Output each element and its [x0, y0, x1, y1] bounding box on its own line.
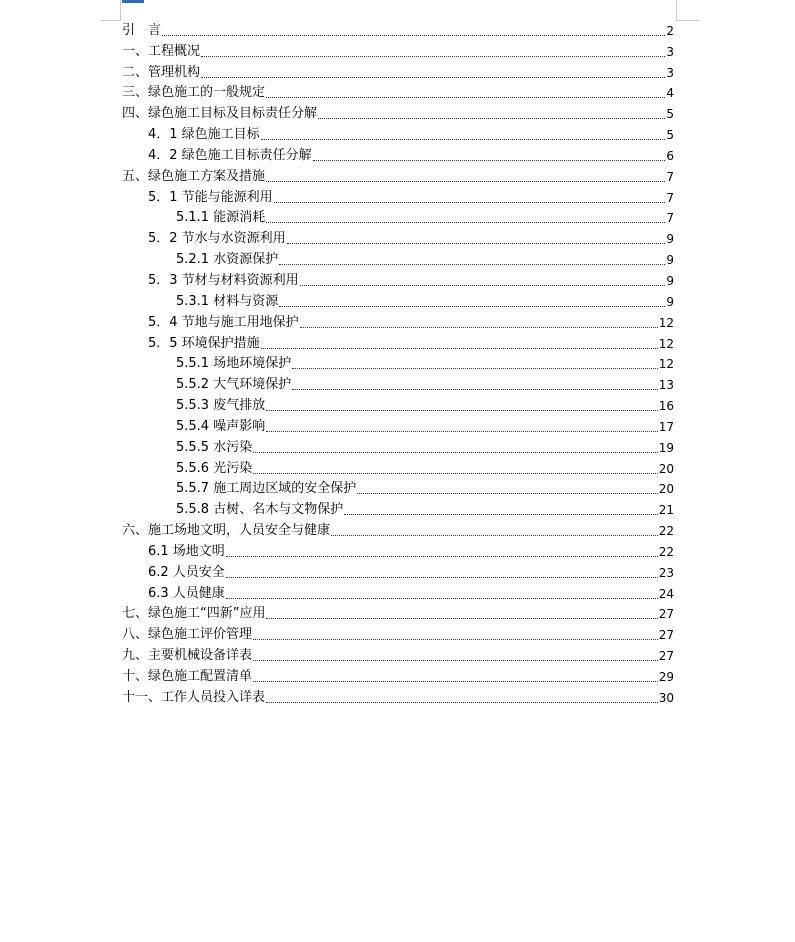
toc-entry[interactable]: [122, 416, 674, 437]
toc-entry-label: 二、管理机构: [122, 64, 201, 80]
toc-entry-label: 九、主要机械设备详表: [122, 648, 253, 664]
toc-entry-label: 5．1 节能与能源利用: [148, 189, 273, 205]
toc-page-number: 6: [666, 148, 674, 163]
toc-entry[interactable]: [122, 541, 674, 562]
toc-dot-leader: [253, 659, 658, 661]
toc-dot-leader: [266, 701, 658, 703]
toc-entry-label: 十一、工作人员投入详表: [122, 689, 266, 705]
toc-entry-label: 4．1 绿色施工目标: [148, 127, 260, 143]
toc-entry[interactable]: [122, 604, 674, 625]
toc-dot-leader: [266, 221, 665, 223]
toc-entry-label: 一、工程概况: [122, 43, 201, 59]
toc-dot-leader: [261, 138, 666, 140]
toc-entry[interactable]: [122, 479, 674, 500]
toc-page-number: 20: [658, 482, 674, 497]
toc-entry-label: 5．4 节地与施工用地保护: [148, 314, 299, 330]
toc-page-number: 29: [658, 670, 674, 684]
toc-entry-label: 6.3 人员健康: [148, 585, 225, 601]
toc-page-number: 12: [658, 315, 674, 330]
toc-entry[interactable]: [122, 333, 674, 354]
toc-page-number: 22: [658, 544, 674, 559]
toc-dot-leader: [201, 55, 665, 57]
toc-entry-label: 5．3 节材与材料资源利用: [148, 272, 299, 288]
toc-entry[interactable]: [122, 145, 674, 166]
toc-dot-leader: [318, 117, 665, 119]
toc-entry[interactable]: [122, 395, 674, 416]
toc-entry-label: 5.3.1 材料与资源: [176, 293, 279, 309]
toc-page-number: 4: [666, 86, 674, 101]
toc-entry[interactable]: [122, 291, 674, 312]
toc-entry[interactable]: [122, 624, 674, 645]
toc-dot-leader: [253, 638, 658, 640]
text-cursor-marker: [122, 0, 144, 3]
toc-entry[interactable]: [122, 166, 674, 187]
toc-entry[interactable]: [122, 458, 674, 479]
toc-entry-label: 5.5.2 大气环境保护: [176, 377, 292, 393]
toc-entry[interactable]: [122, 228, 674, 249]
toc-page-number: 12: [658, 336, 674, 351]
toc-entry-label: 6.2 人员安全: [148, 564, 225, 580]
toc-page-number: 17: [658, 419, 674, 434]
crop-mark-top-left: [100, 0, 121, 21]
toc-entry[interactable]: [122, 666, 674, 687]
toc-page-number: 7: [666, 169, 674, 184]
toc-page-number: 27: [658, 628, 674, 643]
toc-page-number: 30: [658, 690, 674, 705]
toc-page-number: 9: [666, 232, 674, 247]
toc-entry-label: 5.5.7 施工周边区域的安全保护: [176, 481, 357, 497]
toc-page-number: 19: [658, 440, 674, 455]
toc-dot-leader: [226, 597, 658, 599]
toc-entry[interactable]: [122, 562, 674, 583]
toc-dot-leader: [253, 680, 658, 682]
toc-dot-leader: [313, 159, 666, 161]
toc-entry[interactable]: [122, 41, 674, 62]
toc-entry[interactable]: [122, 374, 674, 395]
toc-entry-label: 5.5.3 废气排放: [176, 398, 266, 414]
toc-dot-leader: [226, 576, 658, 578]
toc-entry-label: 引 言: [122, 22, 162, 38]
toc-page-number: 27: [658, 607, 674, 622]
toc-dot-leader: [266, 409, 658, 411]
toc-page-number: 9: [666, 253, 674, 268]
toc-entry[interactable]: [122, 437, 674, 458]
toc-entry[interactable]: [122, 187, 674, 208]
toc-entry[interactable]: [122, 354, 674, 375]
toc-dot-leader: [266, 617, 657, 619]
toc-entry-label: 5.5.6 光污染: [176, 460, 253, 476]
toc-dot-leader: [266, 180, 665, 182]
table-of-contents: [122, 20, 674, 708]
toc-entry[interactable]: [122, 124, 674, 145]
toc-dot-leader: [300, 284, 666, 286]
toc-dot-leader: [279, 305, 665, 307]
toc-entry-label: 5.2.1 水资源保护: [176, 252, 279, 268]
toc-dot-leader: [287, 242, 666, 244]
toc-page-number: 27: [658, 649, 674, 664]
toc-entry[interactable]: [122, 103, 674, 124]
toc-page-number: 23: [658, 565, 674, 580]
toc-dot-leader: [344, 513, 658, 515]
toc-entry-label: 六、施工场地文明，人员安全与健康: [122, 523, 331, 539]
toc-entry-label: 八、绿色施工评价管理: [122, 627, 253, 643]
toc-entry[interactable]: [122, 583, 674, 604]
toc-dot-leader: [162, 34, 665, 36]
toc-page-number: 20: [658, 461, 674, 476]
toc-entry[interactable]: [122, 208, 674, 229]
toc-entry[interactable]: [122, 62, 674, 83]
toc-dot-leader: [261, 347, 658, 349]
toc-dot-leader: [292, 367, 658, 369]
toc-dot-leader: [266, 430, 658, 432]
toc-page-number: 5: [666, 107, 674, 122]
toc-entry-label: 五、绿色施工方案及措施: [122, 168, 266, 184]
toc-entry-label: 5.5.1 场地环境保护: [176, 356, 292, 372]
toc-page-number: 3: [666, 44, 674, 59]
toc-dot-leader: [266, 96, 665, 98]
toc-dot-leader: [253, 472, 658, 474]
toc-page-number: 21: [658, 503, 674, 518]
toc-entry-label: 5.5.5 水污染: [176, 439, 253, 455]
toc-entry-label: 四、绿色施工目标及目标责任分解: [122, 106, 318, 122]
toc-dot-leader: [274, 201, 666, 203]
toc-page-number: 22: [658, 524, 674, 539]
toc-entry[interactable]: [122, 520, 674, 541]
toc-dot-leader: [292, 388, 658, 390]
toc-page-number: 16: [658, 399, 674, 414]
toc-entry-label: 5.1.1 能源消耗: [176, 210, 266, 226]
toc-entry-label: 5．5 环境保护措施: [148, 335, 260, 351]
toc-page-number: 9: [666, 273, 674, 288]
toc-entry[interactable]: [122, 312, 674, 333]
toc-entry-label: 十、绿色施工配置清单: [122, 669, 253, 684]
toc-entry[interactable]: [122, 270, 674, 291]
toc-page-number: 5: [666, 128, 674, 143]
toc-entry[interactable]: [122, 20, 674, 41]
toc-dot-leader: [226, 555, 658, 557]
toc-entry-label: 4．2 绿色施工目标责任分解: [148, 147, 312, 163]
toc-entry[interactable]: [122, 499, 674, 520]
toc-entry-label: 5．2 节水与水资源利用: [148, 231, 286, 247]
toc-entry[interactable]: [122, 249, 674, 270]
toc-dot-leader: [300, 326, 658, 328]
toc-page-number: 9: [666, 294, 674, 309]
toc-dot-leader: [201, 76, 665, 78]
toc-page-number: 13: [658, 378, 674, 393]
toc-entry[interactable]: [122, 645, 674, 666]
toc-page-number: 7: [666, 190, 674, 205]
toc-dot-leader: [357, 492, 658, 494]
toc-page-number: 12: [658, 357, 674, 372]
toc-page-number: 3: [666, 65, 674, 80]
toc-entry-label: 三、绿色施工的一般规定: [122, 85, 266, 101]
toc-entry-label: 七、绿色施工“四新”应用: [122, 606, 266, 622]
toc-entry-label: 5.5.4 噪声影响: [176, 418, 266, 434]
crop-mark-top-right: [676, 0, 699, 21]
toc-page-number: 7: [666, 211, 674, 226]
toc-page-number: 2: [666, 23, 674, 38]
toc-entry-label: 6.1 场地文明: [148, 543, 225, 559]
toc-dot-leader: [331, 534, 658, 536]
toc-dot-leader: [253, 451, 658, 453]
toc-dot-leader: [279, 263, 665, 265]
toc-page-number: 24: [658, 586, 674, 601]
toc-entry[interactable]: [122, 687, 674, 708]
toc-entry-label: 5.5.8 古树、名木与文物保护: [176, 502, 344, 518]
toc-entry[interactable]: [122, 83, 674, 104]
